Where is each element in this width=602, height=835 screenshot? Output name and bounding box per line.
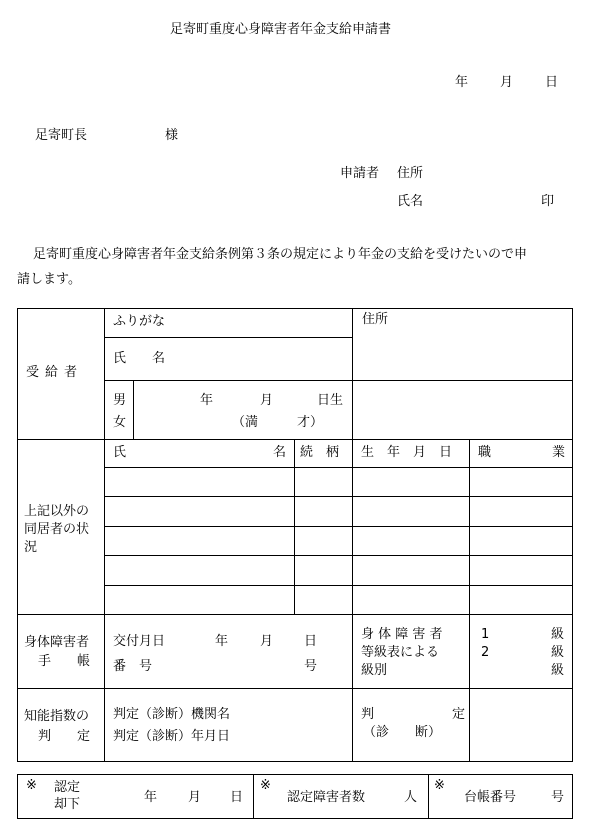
date-year: 年 — [455, 75, 469, 90]
iq-judgment-2: （診 断） — [363, 725, 442, 740]
grade-label-2: 等級表による — [361, 645, 440, 660]
recipient-address-label: 住所 — [362, 312, 389, 327]
footer-mark-1: ※ — [26, 778, 37, 793]
footer-day: 日 — [230, 790, 244, 805]
grade-1-suffix: 級 — [551, 627, 565, 642]
grade-label-3: 級別 — [361, 663, 388, 678]
issue-day: 日 — [304, 634, 318, 649]
household-col-birth: 生 年 月 日 — [361, 445, 453, 460]
handbook-label-2: 手 帳 — [38, 654, 91, 669]
body-text-line1: 足寄町重度心身障害者年金支給条例第３条の規定により年金の支給を受けたいので申 — [33, 247, 528, 262]
grade-label-1: 身 体 障 害 者 — [361, 627, 443, 642]
addressee-name: 足寄町長 — [35, 128, 88, 143]
body-text-line2: 請します。 — [17, 272, 81, 287]
household-col-job-1: 職 — [478, 445, 492, 460]
birth-day: 日生 — [317, 393, 344, 408]
iq-date-label: 判定（診断）年月日 — [113, 729, 231, 744]
ledger-number-suffix: 号 — [551, 790, 565, 805]
applicant-name-label: 氏名 — [397, 194, 424, 209]
handbook-label-1: 身体障害者 — [24, 635, 90, 650]
birth-month: 月 — [260, 393, 274, 408]
household-col-name-2: 名 — [273, 445, 287, 460]
recipient-section-label: 受給者 — [26, 365, 84, 380]
iq-judgment-1b: 定 — [452, 707, 466, 722]
handbook-number-label: 番 号 — [113, 659, 153, 674]
grade-2-suffix: 級 — [551, 645, 565, 660]
footer-year: 年 — [144, 790, 158, 805]
page-title: 足寄町重度心身障害者年金支給申請書 — [170, 22, 392, 37]
date-day: 日 — [545, 75, 559, 90]
sex-female: 女 — [113, 415, 127, 430]
birth-year: 年 — [200, 393, 214, 408]
iq-label-1: 知能指数の — [24, 709, 90, 724]
sex-male: 男 — [113, 393, 127, 408]
certified-count-label: 認定障害者数 — [287, 790, 366, 805]
addressee-honorific: 様 — [165, 128, 179, 143]
issue-month: 月 — [260, 634, 274, 649]
applicant-label: 申請者 — [340, 166, 380, 181]
household-col-relation: 続 柄 — [300, 445, 340, 460]
applicant-address-label: 住所 — [397, 166, 424, 181]
issue-date-label: 交付月日 — [113, 634, 166, 649]
date-month: 月 — [500, 75, 514, 90]
grade-1-number: 1 — [481, 627, 490, 642]
approval-label: 認定 — [54, 780, 81, 795]
grade-2-number: 2 — [481, 645, 490, 660]
iq-agency-label: 判定（診断）機関名 — [113, 707, 231, 722]
recipient-name-label: 氏 名 — [113, 351, 166, 366]
handbook-number-suffix: 号 — [304, 659, 318, 674]
iq-judgment-1a: 判 — [361, 707, 375, 722]
persons-suffix: 人 — [404, 790, 418, 805]
ledger-number-label: 台帳番号 — [464, 790, 517, 805]
household-col-job-2: 業 — [552, 445, 566, 460]
footer-month: 月 — [188, 790, 202, 805]
footer-mark-2: ※ — [260, 778, 271, 793]
iq-label-2: 判 定 — [38, 729, 91, 744]
household-col-name-1: 氏 — [113, 445, 127, 460]
rejection-label: 却下 — [54, 797, 81, 812]
furigana-label: ふりがな — [113, 314, 166, 329]
household-label-3: 況 — [24, 540, 38, 555]
age-field: （満 才） — [232, 415, 324, 430]
household-label-1: 上記以外の — [24, 504, 90, 519]
grade-3-suffix: 級 — [551, 663, 565, 678]
applicant-seal: 印 — [541, 194, 555, 209]
footer-mark-3: ※ — [434, 778, 445, 793]
issue-year: 年 — [215, 634, 229, 649]
household-label-2: 同居者の状 — [24, 522, 90, 537]
